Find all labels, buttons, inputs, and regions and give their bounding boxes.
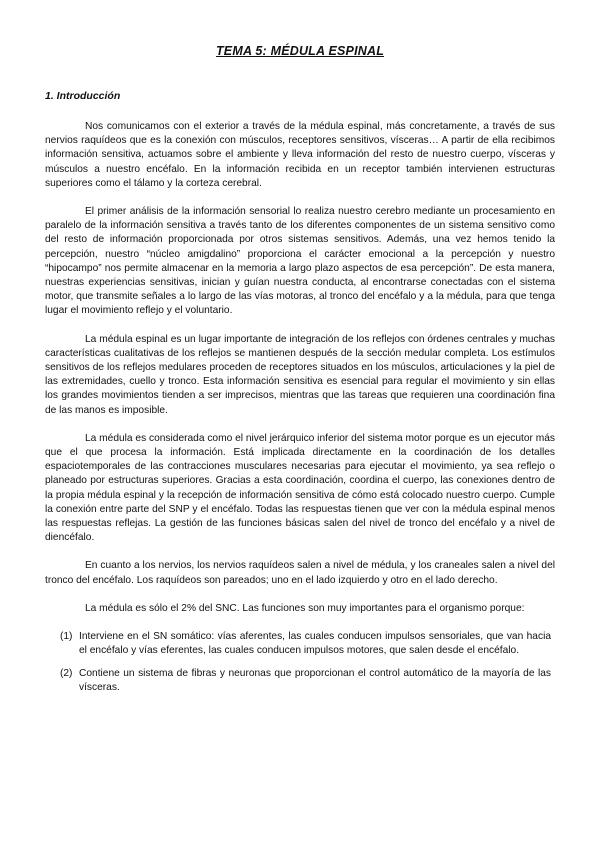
numbered-list bbox=[45, 630, 555, 695]
list-item-text: Contiene un sistema de fibras y neuronas que proporcionan el control automático de la mayoría de las vísceras. bbox=[79, 667, 551, 693]
list-item bbox=[45, 630, 555, 658]
paragraph: La médula es sólo el 2% del SNC. Las funciones son muy importantes para el organismo porque: bbox=[85, 602, 525, 614]
list-item-text: Interviene en el SN somático: vías aferentes, las cuales conducen impulsos sensoriales, que van hacia el encéfalo y vías eferentes, las cuales conducen impulsos motores, que salen desde el encéfalo. bbox=[79, 631, 551, 657]
list-marker: (2) bbox=[60, 667, 73, 679]
paragraph: Nos comunicamos con el exterior a través de la médula espinal, más concretamente, a través de sus nervios raquídeos que es la conexión con músculos, receptores sensitivos, vísceras… A partir de ella recibimos información sensitiva, actuamos sobre el ambiente y lleva información del resto de nuestro cuerpo, vísceras y músculos a nuestro encéfalo. En la información recibida en un receptor también intervienen estructuras superiores como el tálamo y la corteza cerebral. bbox=[45, 121, 555, 189]
section-heading: 1. Introducción bbox=[45, 90, 121, 102]
paragraph: La médula es considerada como el nivel jerárquico inferior del sistema motor porque es un ejecutor más que el que procesa la información. Está implicada directamente en la coordinación de los detalles espaciotemporales de las contracciones musculares necesarias para ejecutar el movimiento, ya sea reflejo o planeado por estructuras superiores. Gracias a esta coordinación, coordina el cuerpo, las conexiones dentro de la propia médula espinal y la recepción de información sensitiva de cómo está colocado nuestro cuerpo. Cumple la conexión entre parte del SNP y el encéfalo. Todas las respuestas tienen que ver con la médula espinal menos las respuestas reflejas. La gestión de las funciones básicas salen del nivel de tronco del encéfalo y a nivel de diencéfalo. bbox=[45, 432, 555, 544]
paragraph: La médula espinal es un lugar importante de integración de los reflejos con órdenes centrales y muchas características cualitativas de los reflejos se mantienen después de la sección medular completa. Los estímulos sensitivos de los reflejos medulares proceden de receptores situados en los músculos, articulaciones y la piel de las extremidades, cuello y tronco. Esta información sensitiva es esencial para regular el movimiento y sin ellas los grandes movimientos tienden a ser imprecisos, mientras que las tareas que requieren una coordinación fina de las manos es imposible. bbox=[45, 333, 555, 416]
paragraph: En cuanto a los nervios, los nervios raquídeos salen a nivel de médula, y los craneales salen a nivel del tronco del encéfalo. Los raquídeos son pareados; uno en el lado izquierdo y otro en el lado derecho. bbox=[45, 560, 555, 586]
paragraph: El primer análisis de la información sensorial lo realiza nuestro cerebro mediante un procesamiento en paralelo de la información sensitiva a través tanto de los diferentes componentes de un sistema sensitivo como del resto de información proporcionada por otros sistemas sensitivos. Además, una vez hemos tenido la percepción, nuestro “núcleo amigdalino” proporciona el carácter emocional a la percepción y nuestro “hipocampo” nos permite almacenar en la memoria a largo plazo aspectos de esa percepción”. De esta manera, nuestras experiencias sensitivas, inician y guían nuestra conducta, al encontrarse conectadas con el sistema motor, que transmite señales a lo largo de las vías motoras, al tronco del encéfalo y a la médula, para que tenga lugar el movimiento reflejo y el voluntario. bbox=[45, 206, 555, 317]
page-title: TEMA 5: MÉDULA ESPINAL bbox=[215, 44, 385, 58]
list-item bbox=[45, 667, 555, 695]
list-marker: (1) bbox=[60, 631, 73, 643]
